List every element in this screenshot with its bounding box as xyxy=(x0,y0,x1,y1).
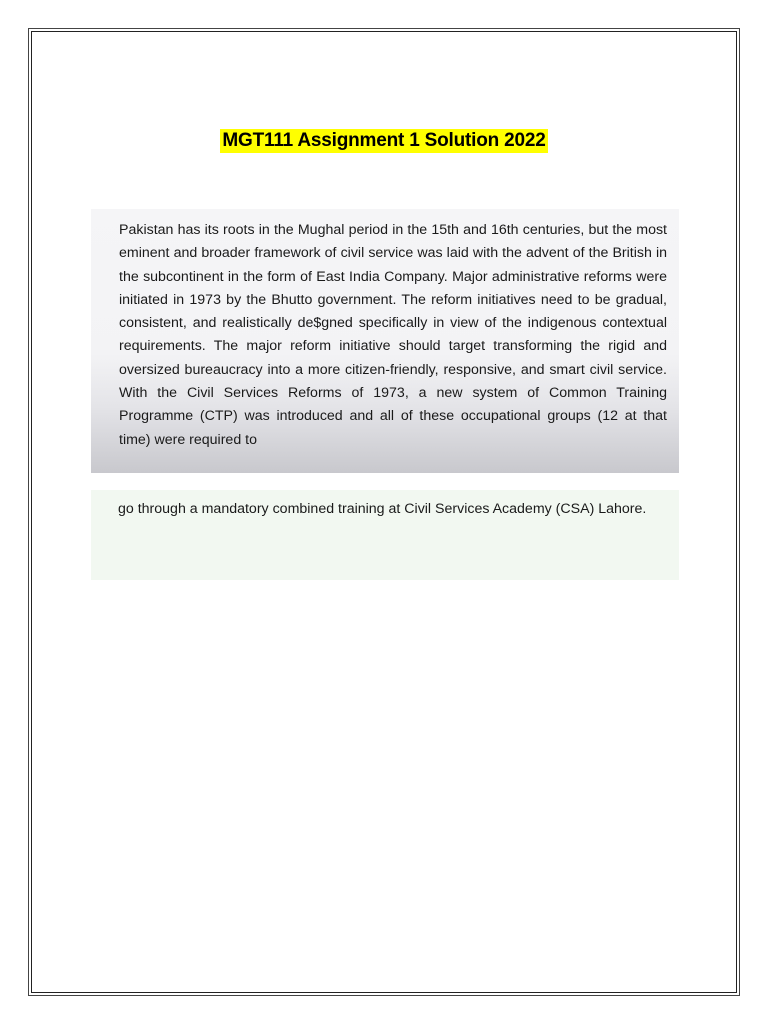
screenshot-excerpt-bottom xyxy=(91,490,679,580)
title-container xyxy=(32,129,736,153)
excerpt-bottom-text: go through a mandatory combined training at Civil Services Academy (CSA) Lahore. xyxy=(118,501,647,517)
screenshot-excerpt-top xyxy=(91,209,679,473)
excerpt-top-text: Pakistan has its roots in the Mughal period in the 15th and 16th centuries, but the most eminent and broader framework of civil service was laid with the advent of the British in the subcontinent in the form of East India Company. Major administrative reforms were initiated in 1973 by the Bhutto government. The reform initiatives need to be gradual, consistent, and realistically de$gned specifically in view of the indigenous contextual requirements. The major reform initiative should target transforming the rigid and oversized bureaucracy into a more citizen-friendly, responsive, and smart civil service. With the Civil Services Reforms of 1973, a new system of Common Training Programme (CTP) was introduced and all of these occupational groups (12 at that time) were required to xyxy=(119,222,667,448)
document-title: MGT111 Assignment 1 Solution 2022 xyxy=(222,130,546,151)
document-page xyxy=(31,31,737,993)
